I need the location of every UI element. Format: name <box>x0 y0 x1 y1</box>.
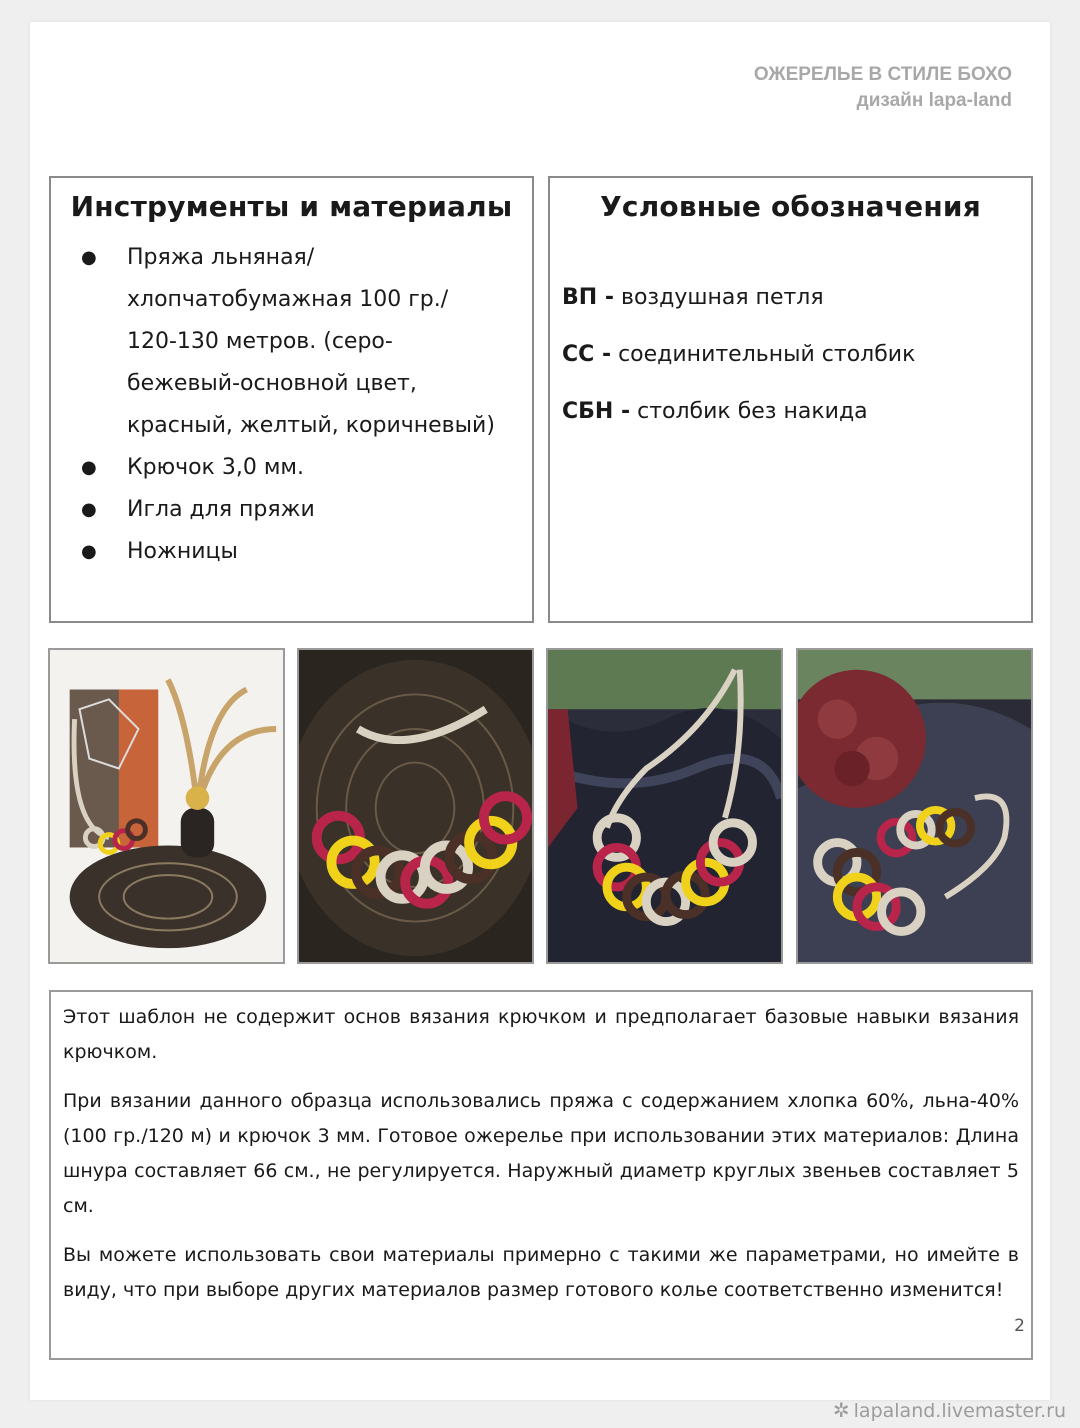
legend-rows <box>550 269 1031 440</box>
tools-and-materials-box <box>49 176 534 623</box>
document-page <box>30 22 1050 1400</box>
info-paragraph: Этот шаблон не содержит основ вязания крючком и предполагает базовые навыки вязания крючком. <box>63 1006 1019 1063</box>
bullet-icon: ● <box>81 541 97 562</box>
tools-item-line: бежевый-основной цвет, <box>127 371 417 396</box>
photo-image <box>548 650 781 962</box>
legend-box <box>548 176 1033 623</box>
legend-row <box>562 383 1031 440</box>
document-header <box>754 62 1012 114</box>
tools-item-line: хлопчатобумажная 100 гр./ <box>127 287 449 312</box>
gear-icon: ✲ <box>832 1398 850 1422</box>
watermark-text: lapaland.livemaster.ru <box>853 1400 1066 1422</box>
tools-list-item <box>81 237 532 447</box>
page-number: 2 <box>1014 1316 1025 1336</box>
legend-abbreviation: СС - <box>562 342 612 367</box>
info-paragraph: При вязании данного образца использовались пряжа с содержанием хлопка 60%, льна-40% (100 гр./120 м) и крючок 3 мм. Готовое ожерелье при использовании этих материалов: Длина шнура составляет 66 см., не регулируется. Наружный диаметр круглых звеньев составляет 5 см. <box>63 1090 1019 1217</box>
tools-list-item <box>81 447 532 489</box>
photo-necklace-with-crochet-flower <box>796 648 1033 964</box>
photo-image <box>299 650 532 962</box>
info-paragraph: Вы можете использовать свои материалы примерно с такими же параметрами, но имейте в виду, что при выборе других материалов размер готового колье соответственно изменится! <box>63 1244 1019 1301</box>
tools-heading: Инструменты и материалы <box>70 190 513 223</box>
legend-abbreviation: ВП - <box>562 285 614 310</box>
tools-item-line: Крючок 3,0 мм. <box>127 455 305 480</box>
legend-definition: соединительный столбик <box>611 342 916 367</box>
legend-definition: воздушная петля <box>613 285 824 310</box>
tools-list-item <box>81 531 532 573</box>
site-watermark <box>833 1398 1066 1422</box>
legend-definition: столбик без накида <box>630 399 868 424</box>
bullet-icon: ● <box>81 247 97 268</box>
photo-necklace-on-wooden-plate <box>297 648 534 964</box>
tools-item-line: Ножницы <box>127 539 238 564</box>
tools-item-line: красный, желтый, коричневый) <box>127 413 495 438</box>
tools-item-line: Игла для пряжи <box>127 497 315 522</box>
legend-row <box>562 326 1031 383</box>
document-title: ОЖЕРЕЛЬЕ В СТИЛЕ БОХО <box>753 64 1012 85</box>
tools-item-line: Пряжа льняная/ <box>127 245 315 270</box>
photo-image <box>50 650 283 962</box>
photo-image <box>798 650 1031 962</box>
tools-item-line: 120-130 метров. (серо- <box>127 329 393 354</box>
photo-gallery <box>48 648 1033 966</box>
tools-list <box>51 237 532 573</box>
tools-list-item <box>81 489 532 531</box>
bullet-icon: ● <box>81 457 97 478</box>
legend-row <box>562 269 1031 326</box>
pattern-info-box <box>49 990 1033 1360</box>
document-subtitle: дизайн lapa-land <box>856 90 1012 111</box>
photo-necklace-on-fabric <box>546 648 783 964</box>
legend-abbreviation: СБН - <box>562 399 631 424</box>
legend-heading: Условные обозначения <box>600 190 981 223</box>
bullet-icon: ● <box>81 499 97 520</box>
photo-necklace-with-vase <box>48 648 285 964</box>
